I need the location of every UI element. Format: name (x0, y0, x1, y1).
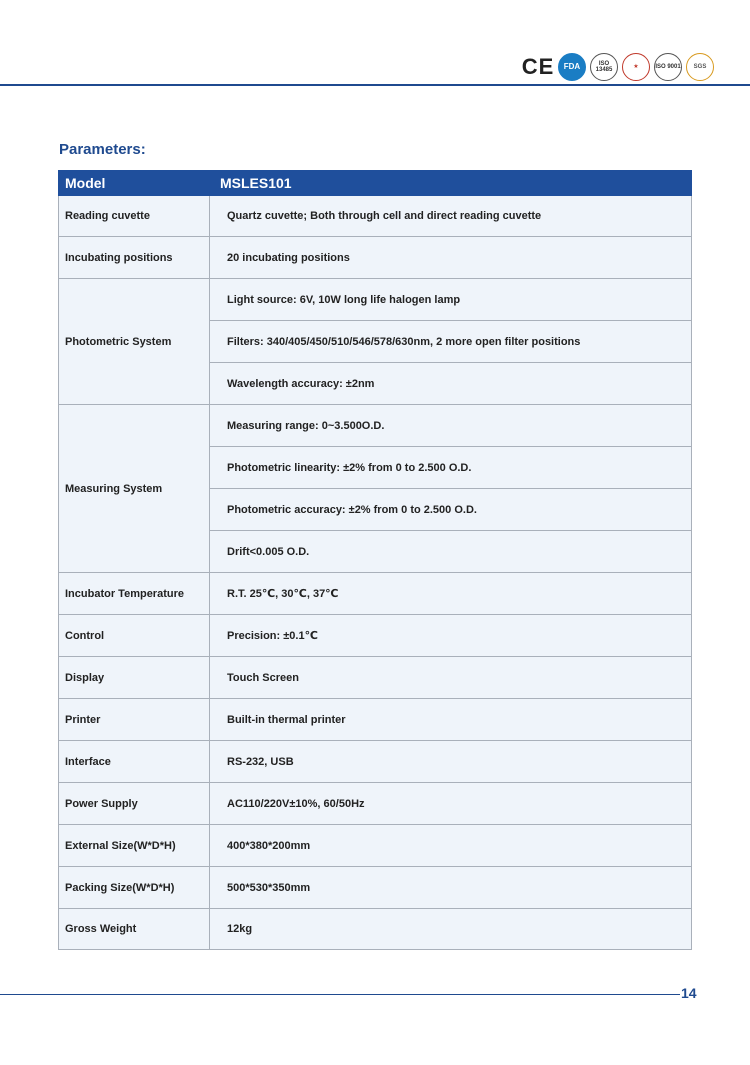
row-label: Packing Size(W*D*H) (59, 867, 210, 909)
table-header-row (59, 171, 692, 196)
header-model-value: MSLES101 (210, 171, 692, 196)
row-label: Incubating positions (59, 237, 210, 279)
medical-cert-logo-icon: ★ (622, 53, 650, 81)
footer-rule (0, 994, 680, 995)
table-row (59, 615, 692, 657)
sgs-logo-icon: SGS (686, 53, 714, 81)
table-row (59, 237, 692, 279)
row-value: Precision: ±0.1℃ (210, 615, 692, 657)
section-title: Parameters: (59, 141, 146, 158)
table-row (59, 657, 692, 699)
table-row (59, 867, 692, 909)
row-value: Built-in thermal printer (210, 699, 692, 741)
row-value: Drift<0.005 O.D. (210, 531, 692, 573)
row-label: Display (59, 657, 210, 699)
row-value: Photometric accuracy: ±2% from 0 to 2.500 O.D. (210, 489, 692, 531)
row-value: AC110/220V±10%, 60/50Hz (210, 783, 692, 825)
table-row (59, 699, 692, 741)
table-row (59, 279, 692, 321)
iso13485-logo-icon: ISO 13485 (590, 53, 618, 81)
table-row (59, 573, 692, 615)
row-value: Photometric linearity: ±2% from 0 to 2.500 O.D. (210, 447, 692, 489)
row-value: R.T. 25℃, 30℃, 37℃ (210, 573, 692, 615)
row-value: Light source: 6V, 10W long life halogen lamp (210, 279, 692, 321)
row-label: Measuring System (59, 405, 210, 573)
table-row (59, 196, 692, 237)
row-label: Incubator Temperature (59, 573, 210, 615)
row-label: Photometric System (59, 279, 210, 405)
ce-mark-icon: CE (521, 54, 555, 79)
fda-logo-icon: FDA (558, 53, 586, 81)
row-value: RS-232, USB (210, 741, 692, 783)
parameters-table (58, 170, 692, 950)
row-label: External Size(W*D*H) (59, 825, 210, 867)
row-value: 500*530*350mm (210, 867, 692, 909)
row-value: 20 incubating positions (210, 237, 692, 279)
header-rule (0, 84, 750, 86)
row-value: Measuring range: 0~3.500O.D. (210, 405, 692, 447)
certification-logos (522, 52, 714, 82)
row-label: Reading cuvette (59, 196, 210, 237)
row-value: Wavelength accuracy: ±2nm (210, 363, 692, 405)
table-row (59, 825, 692, 867)
table-row (59, 783, 692, 825)
header-model-label: Model (59, 171, 210, 196)
row-value: Quartz cuvette; Both through cell and direct reading cuvette (210, 196, 692, 237)
row-label: Power Supply (59, 783, 210, 825)
row-value: 12kg (210, 909, 692, 950)
page-number: 14 (681, 985, 697, 1001)
row-value: Filters: 340/405/450/510/546/578/630nm, 2 more open filter positions (210, 321, 692, 363)
row-value: Touch Screen (210, 657, 692, 699)
table-row (59, 909, 692, 950)
row-value: 400*380*200mm (210, 825, 692, 867)
iso9001-logo-icon: ISO 9001 (654, 53, 682, 81)
row-label: Interface (59, 741, 210, 783)
row-label: Gross Weight (59, 909, 210, 950)
row-label: Printer (59, 699, 210, 741)
row-label: Control (59, 615, 210, 657)
table-row (59, 741, 692, 783)
table-row (59, 405, 692, 447)
